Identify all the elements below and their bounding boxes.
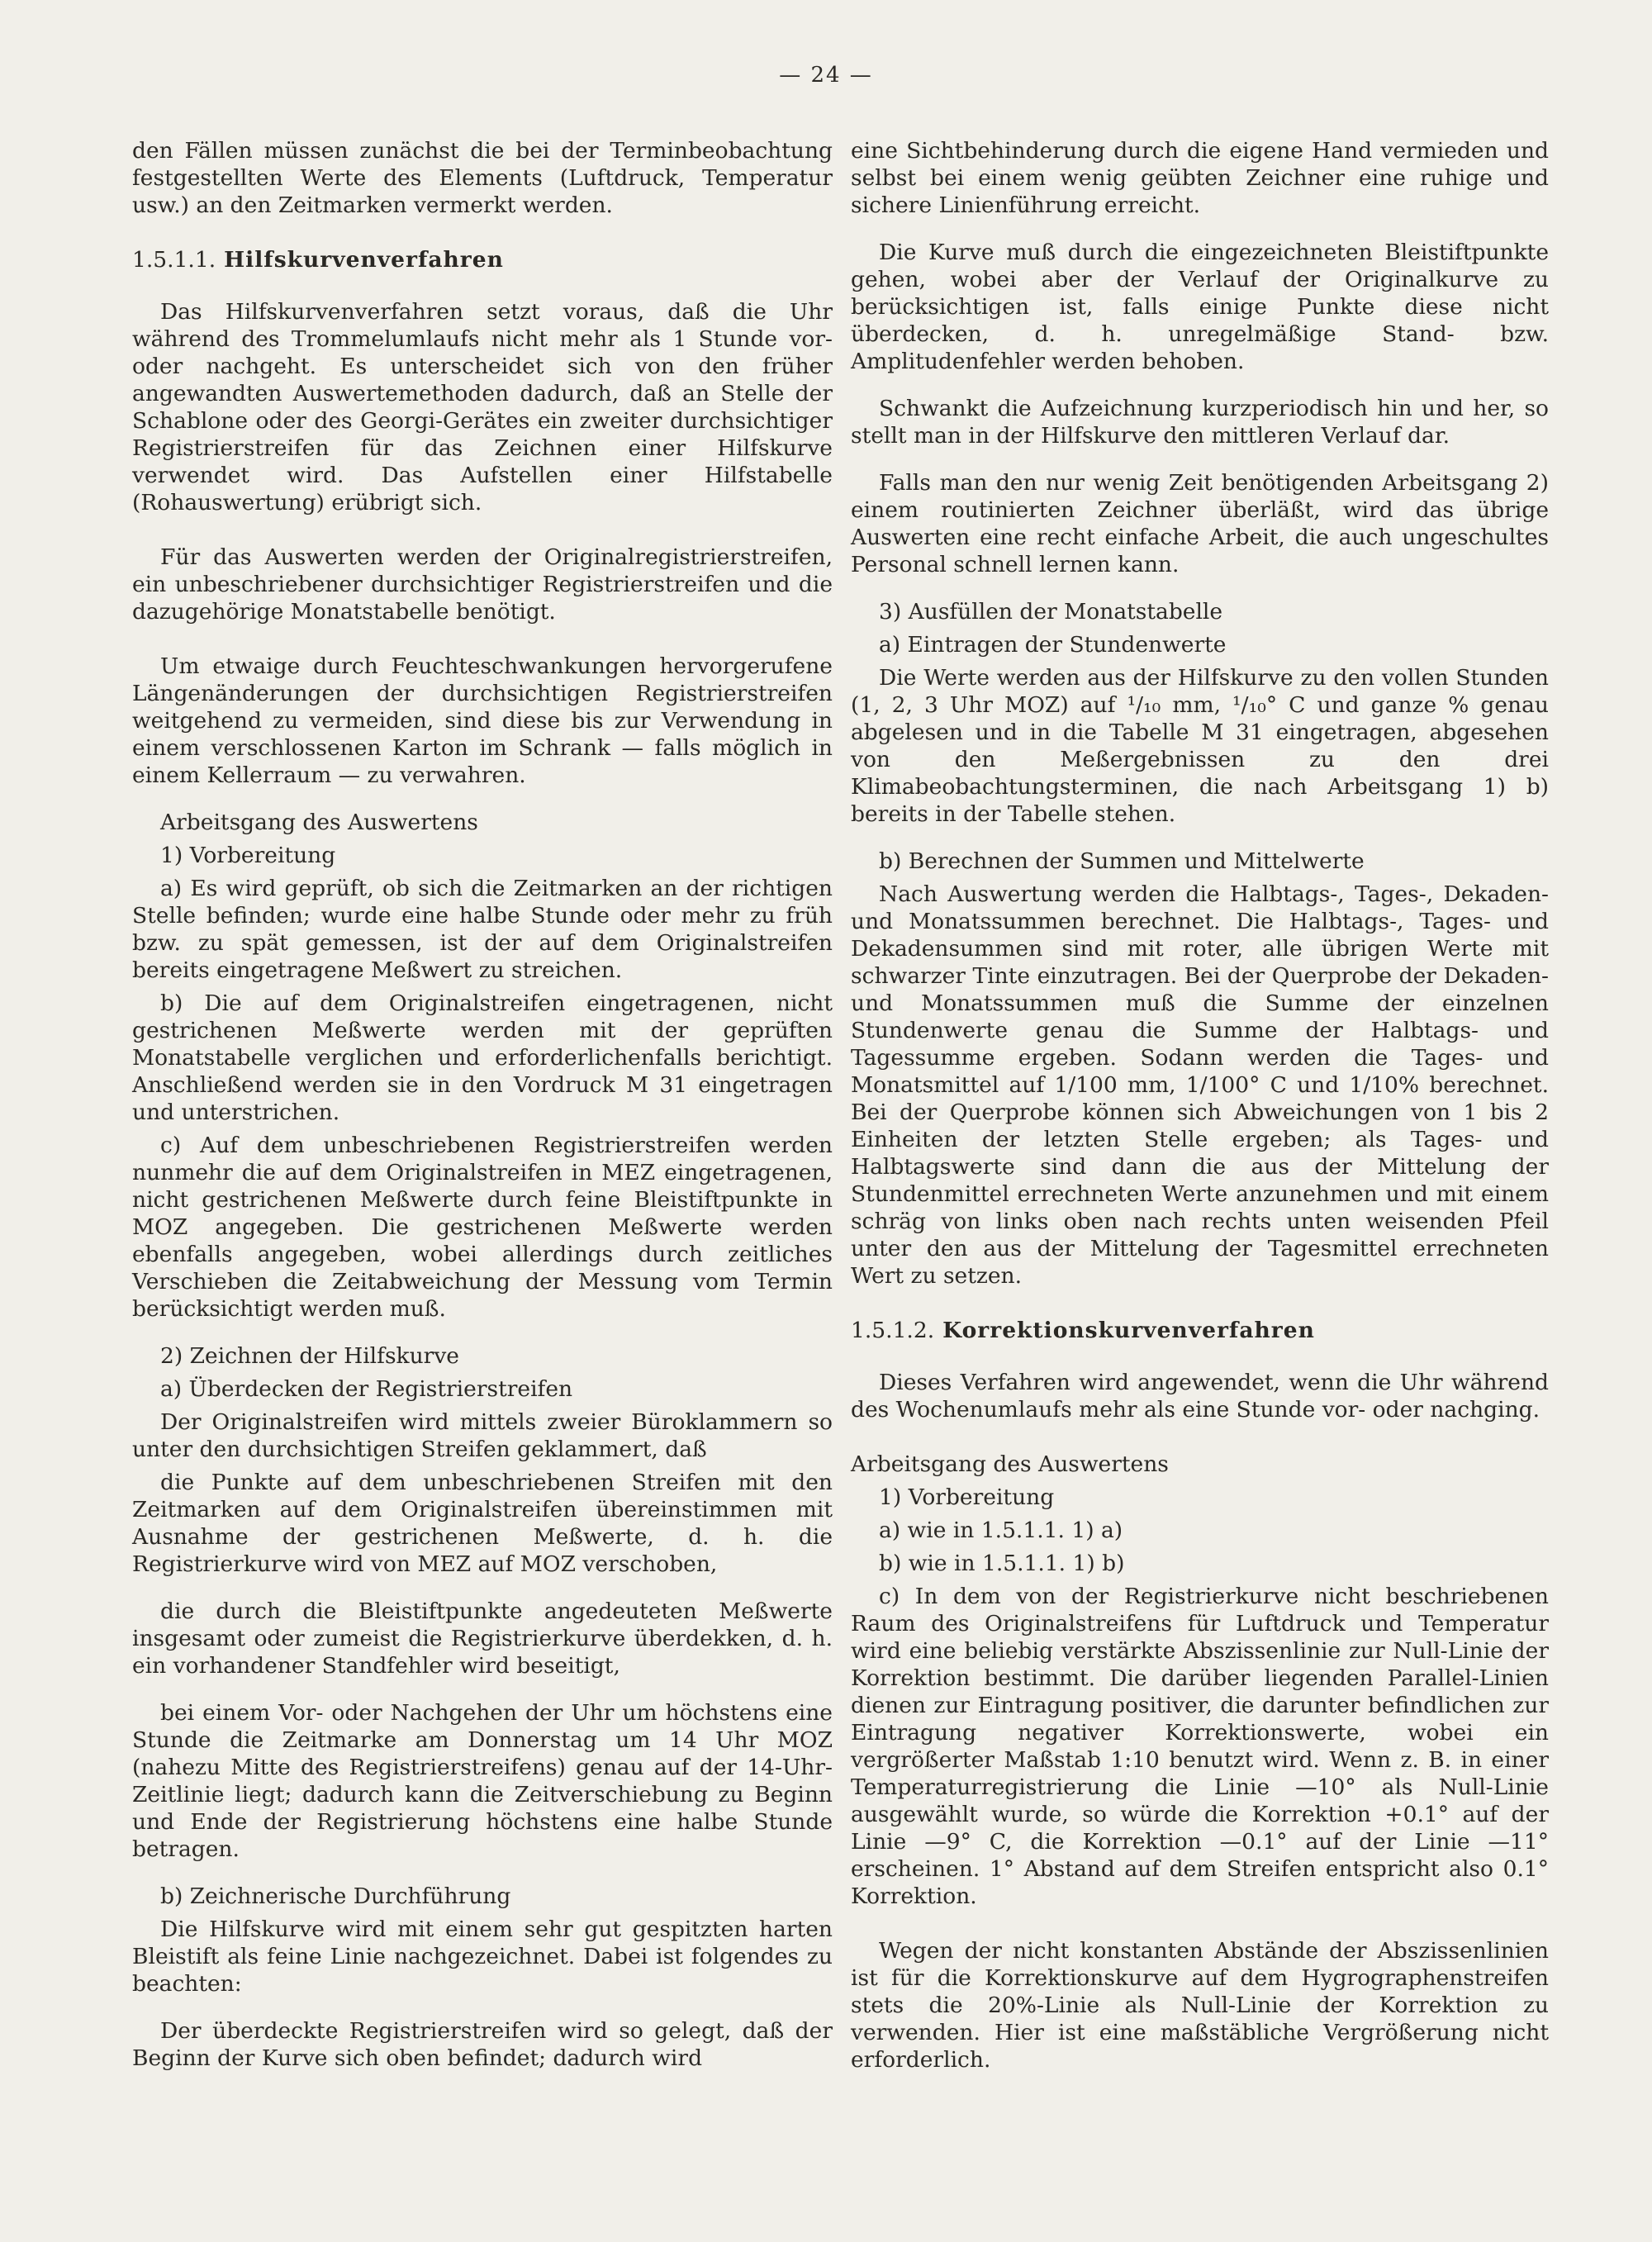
subheading-arbeitsgang: Arbeitsgang des Auswertens <box>851 1451 1169 1477</box>
step-2a-item: die durch die Bleistiftpunkte angedeuteten Meßwerte insgesamt oder zumeist die Registrierkurve überdekken, d. h. ein vorhandener Standfehler wird beseitigt, <box>132 1598 833 1679</box>
step-1c: c) Auf dem unbeschriebenen Registrierstreifen werden nunmehr die auf dem Originalstreifen in MEZ eingetragenen, nicht gestrichenen Meßwerte durch feine Bleistiftpunkte in MOZ angegeben. Die gestrichenen Meßwerte werden ebenfalls angegeben, wobei allerdings durch zeitliches Verschieben die Zeitabweichung der Messung vom Termin berücksichtigt werden muß. <box>132 1133 833 1322</box>
subheading-3: 3) Ausfüllen der Monatstabelle <box>879 599 1223 625</box>
intro-paragraph: den Fällen müssen zunächst die bei der Terminbeobachtung festgestellten Werte des Elements (Luftdruck, Temperatur usw.) an den Zeitmarken vermerkt werden. <box>132 138 833 218</box>
subheading-2b: b) Zeichnerische Durchführung <box>160 1883 511 1909</box>
subheading-3a: a) Eintragen der Stundenwerte <box>879 632 1227 658</box>
page-number: — 24 — <box>779 63 873 88</box>
section-title: Hilfskurvenverfahren <box>224 247 504 273</box>
step-1a: a) Es wird geprüft, ob sich die Zeitmarken an der richtigen Stelle befinden; wurde eine halbe Stunde oder mehr zu früh bzw. zu spät gemessen, ist der auf dem Originalstreifen bereits eingetragene Meßwert zu streichen. <box>132 876 833 983</box>
step-c: c) In dem von der Registrierkurve nicht beschriebenen Raum des Originalstreifens für Luftdruck und Temperatur wird eine beliebig verstärkte Abszissenlinie zur Null-Linie der Korrektion bestimmt. Die darüber liegenden Parallel-Linien dienen zur Eintragung positiver, die darunter befindlichen zur Eintragung negativer Korrektionswerte, wobei ein vergrößerter Maßstab 1:10 benutzt wird. Wenn z. B. in einer Temperaturregistrierung die Linie —10° als Null-Linie ausgewählt wurde, so würde die Korrektion +0.1° auf der Linie —9° C, die Korrektion —0.1° auf der Linie —11° erscheinen. 1° Abstand auf dem Streifen entspricht also 0.1° Korrektion. <box>851 1584 1549 1909</box>
section-number: 1.5.1.2. <box>851 1318 935 1343</box>
step-2a-item: die Punkte auf dem unbeschriebenen Streifen mit den Zeitmarken auf dem Originalstreifen übereinstimmen mit Ausnahme der gestrichenen Meßwerte, d. h. die Registrierkurve wird von MEZ auf MOZ verschoben, <box>132 1470 833 1577</box>
section-number: 1.5.1.1. <box>132 247 216 273</box>
left-column <box>132 137 833 2078</box>
subheading-arbeitsgang: Arbeitsgang des Auswertens <box>160 810 478 835</box>
subheading-2a: a) Überdecken der Registrierstreifen <box>160 1376 573 1402</box>
paragraph: Für das Auswerten werden der Originalregistrierstreifen, ein unbeschriebener durchsichtiger Registrierstreifen und die dazugehörige Monatstabelle benötigt. <box>132 544 833 625</box>
paragraph: Falls man den nur wenig Zeit benötigenden Arbeitsgang 2) einem routinierten Zeichner überläßt, wird das übrige Auswerten eine recht einfache Arbeit, die auch ungeschultes Personal schnell lernen kann. <box>851 470 1549 577</box>
step-2a-item: bei einem Vor- oder Nachgehen der Uhr um höchstens eine Stunde die Zeitmarke am Donnerstag um 14 Uhr MOZ (nahezu Mitte des Registrierstreifens) genau auf der 14-Uhr-Zeitlinie liegt; dadurch kann die Zeitverschiebung zu Beginn und Ende der Registrierung höchstens eine halbe Stunde betragen. <box>132 1700 833 1862</box>
paragraph: Das Hilfskurvenverfahren setzt voraus, daß die Uhr während des Trommelumlaufs nicht mehr als 1 Stunde vor- oder nachgeht. Es unterscheidet sich von den früher angewandten Auswertemethoden dadurch, daß an Stelle der Schablone oder des Georgi-Gerätes ein zweiter durchsichtiger Registrierstreifen für das Zeichnen einer Hilfskurve verwendet wird. Das Aufstellen einer Hilfstabelle (Rohauswertung) erübrigt sich. <box>132 299 833 515</box>
section-heading-1-5-1-2 <box>851 1317 1549 1344</box>
paragraph: Dieses Verfahren wird angewendet, wenn die Uhr während des Wochenumlaufs mehr als eine Stunde vor- oder nachging. <box>851 1370 1549 1423</box>
step-2b: Die Hilfskurve wird mit einem sehr gut gespitzten harten Bleistift als feine Linie nachgezeichnet. Dabei ist folgendes zu beachten: <box>132 1917 833 1997</box>
step-3a: Die Werte werden aus der Hilfskurve zu den vollen Stunden (1, 2, 3 Uhr MOZ) auf ¹/₁₀ mm, ¹/₁₀° C und ganze % genau abgelesen und in die Tabelle M 31 eingetragen, abgesehen von den Meßergebnissen zu den drei Klimabeobachtungsterminen, die nach Arbeitsgang 1) b) bereits in der Tabelle stehen. <box>851 665 1549 827</box>
subheading-vorbereitung: 1) Vorbereitung <box>879 1484 1055 1510</box>
step-2b-item: Der überdeckte Registrierstreifen wird so gelegt, daß der Beginn der Kurve sich oben befindet; dadurch wird <box>132 2018 833 2071</box>
paragraph: Die Kurve muß durch die eingezeichneten Bleistiftpunkte gehen, wobei aber der Verlauf der Originalkurve zu berücksichtigen ist, falls einige Punkte diese nicht überdecken, d. h. unregelmäßige Stand- bzw. Amplitudenfehler werden behoben. <box>851 240 1549 374</box>
subheading-3b: b) Berechnen der Summen und Mittelwerte <box>879 848 1365 874</box>
paragraph: Schwankt die Aufzeichnung kurzperiodisch hin und her, so stellt man in der Hilfskurve den mittleren Verlauf dar. <box>851 396 1549 449</box>
section-title: Korrektionskurvenverfahren <box>942 1318 1315 1343</box>
paragraph: Wegen der nicht konstanten Abstände der Abszissenlinien ist für die Korrektionskurve auf dem Hygrographenstreifen stets die 20%-Linie als Null-Linie der Korrektion zu verwenden. Hier ist eine maßstäbliche Vergrößerung nicht erforderlich. <box>851 1938 1549 2073</box>
right-column <box>851 137 1549 2101</box>
subheading-zeichnen: 2) Zeichnen der Hilfskurve <box>160 1343 459 1369</box>
section-heading-1-5-1-1 <box>132 246 833 273</box>
paragraph: Um etwaige durch Feuchteschwankungen hervorgerufene Längenänderungen der durchsichtigen Registrierstreifen weitgehend zu vermeiden, sind diese bis zur Verwendung in einem verschlossenen Karton im Schrank — falls möglich in einem Kellerraum — zu verwahren. <box>132 653 833 788</box>
subheading-vorbereitung: 1) Vorbereitung <box>160 843 336 868</box>
step-2a: Der Originalstreifen wird mittels zweier Büroklammern so unter den durchsichtigen Streifen geklammert, daß <box>132 1409 833 1462</box>
step-1b: b) Die auf dem Originalstreifen eingetragenen, nicht gestrichenen Meßwerte werden mit der geprüften Monatstabelle verglichen und erforderlichenfalls berichtigt. Anschließend werden sie in den Vordruck M 31 eingetragen und unterstrichen. <box>132 990 833 1125</box>
step-3b: Nach Auswertung werden die Halbtags-, Tages-, Dekaden- und Monatssummen berechnet. Die Halbtags-, Tages- und Dekadensummen sind mit roter, alle übrigen Werte mit schwarzer Tinte einzutragen. Bei der Querprobe der Dekaden- und Monatssummen muß die Summe der einzelnen Stundenwerte genau die Summe der Halbtags- und Tagessumme ergeben. Sodann werden die Tages- und Monatsmittel auf 1/100 mm, 1/100° C und 1/10% berechnet. Bei der Querprobe können sich Abweichungen von 1 bis 2 Einheiten der letzten Stelle ergeben; als Tages- und Halbtagswerte sind dann die aus der Mittelung der Stundenmittel errechneten Werte anzunehmen und mit einem schräg von links oben nach rechts unten weisenden Pfeil unter den aus der Mittelung der Tagesmittel errechneten Wert zu setzen. <box>851 881 1549 1289</box>
paragraph-continued: eine Sichtbehinderung durch die eigene Hand vermieden und selbst bei einem wenig geübten Zeichner eine ruhige und sichere Linienführung erreicht. <box>851 138 1549 218</box>
step-b: b) wie in 1.5.1.1. 1) b) <box>879 1551 1125 1576</box>
step-a: a) wie in 1.5.1.1. 1) a) <box>879 1518 1123 1543</box>
